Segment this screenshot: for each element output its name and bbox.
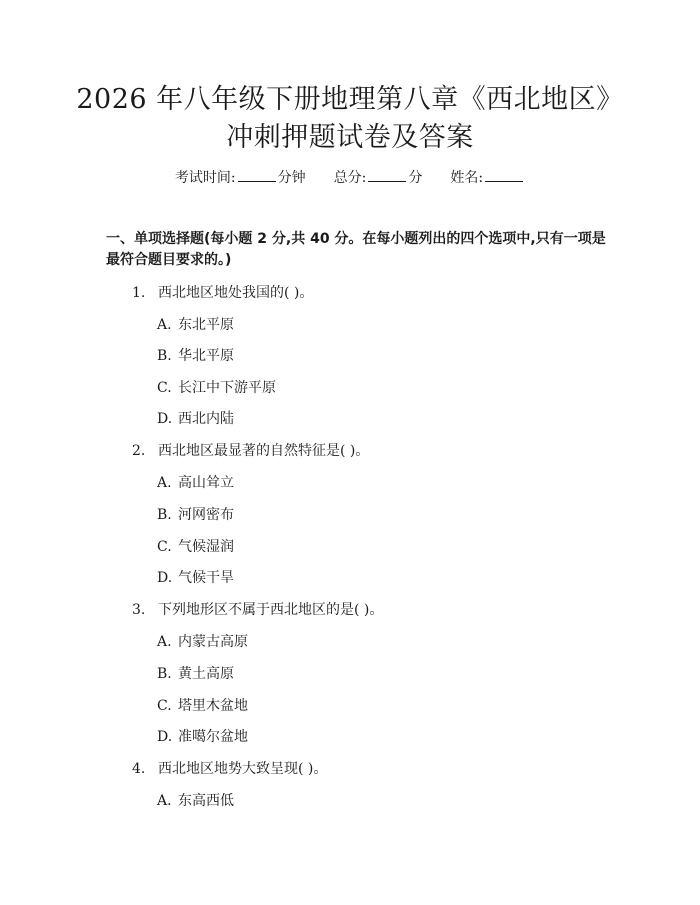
option-key: C. (157, 539, 172, 555)
question-stem: 西北地区地势大致呈现( )。 (158, 761, 328, 777)
option-3b (157, 664, 234, 684)
option-text: 气候干旱 (178, 570, 234, 586)
option-text: 黄土高原 (178, 666, 234, 682)
option-text: 东高西低 (178, 793, 234, 809)
option-text: 塔里木盆地 (178, 698, 248, 714)
option-text: 气候湿润 (178, 539, 234, 555)
option-key: D. (157, 570, 173, 586)
option-key: A. (157, 475, 172, 491)
exam-time-blank (238, 167, 276, 182)
option-key: B. (157, 666, 172, 682)
option-key: A. (157, 793, 172, 809)
exam-time-label: 考试时间: (174, 170, 236, 186)
total-score-label: 总分: (333, 170, 367, 186)
question-3 (132, 600, 383, 620)
total-score-blank (368, 167, 406, 182)
option-text: 西北内陆 (178, 411, 234, 427)
option-key: D. (157, 729, 173, 745)
question-stem: 西北地区地处我国的( )。 (158, 285, 314, 301)
option-2c (157, 537, 234, 557)
option-key: C. (157, 380, 172, 396)
question-number: 2. (132, 443, 146, 459)
exam-time-field (175, 167, 306, 188)
page-title: 2026 年八年级下册地理第八章《西北地区》 (76, 84, 624, 115)
name-field (450, 167, 525, 188)
question-number: 4. (132, 761, 146, 777)
exam-info-line (0, 167, 700, 188)
option-3d (157, 727, 248, 747)
option-2d (157, 568, 234, 588)
question-number: 1. (132, 285, 146, 301)
option-3c (157, 696, 248, 716)
total-score-unit: 分 (408, 170, 423, 186)
option-key: B. (157, 507, 172, 523)
option-1d (157, 409, 234, 429)
option-text: 东北平原 (178, 317, 234, 333)
section-heading: 一、单项选择题(每小题 2 分,共 40 分。在每小题列出的四个选项中,只有一项是最符合题目要求的。) (106, 231, 606, 268)
option-4a (157, 791, 234, 811)
option-1b (157, 346, 234, 366)
option-text: 内蒙古高原 (178, 634, 248, 650)
exam-time-unit: 分钟 (277, 170, 306, 186)
option-key: A. (157, 317, 172, 333)
option-1c (157, 378, 276, 398)
option-key: A. (157, 634, 172, 650)
total-score-field (334, 167, 423, 188)
option-2a (157, 473, 234, 493)
name-blank (485, 167, 523, 182)
option-2b (157, 505, 234, 525)
question-2 (132, 441, 369, 461)
option-key: D. (157, 411, 173, 427)
question-1 (132, 283, 313, 303)
option-text: 河网密布 (178, 507, 234, 523)
question-stem: 下列地形区不属于西北地区的是( )。 (158, 602, 384, 618)
option-text: 高山耸立 (178, 475, 234, 491)
page-subtitle: 冲刺押题试卷及答案 (226, 122, 474, 153)
option-text: 华北平原 (178, 348, 234, 364)
question-stem: 西北地区最显著的自然特征是( )。 (158, 443, 370, 459)
option-text: 长江中下游平原 (178, 380, 276, 396)
option-1a (157, 315, 234, 335)
question-number: 3. (132, 602, 146, 618)
question-4 (132, 759, 327, 779)
option-3a (157, 632, 248, 652)
option-key: C. (157, 698, 172, 714)
option-text: 准噶尔盆地 (178, 729, 248, 745)
name-label: 姓名: (450, 170, 484, 186)
option-key: B. (157, 348, 172, 364)
